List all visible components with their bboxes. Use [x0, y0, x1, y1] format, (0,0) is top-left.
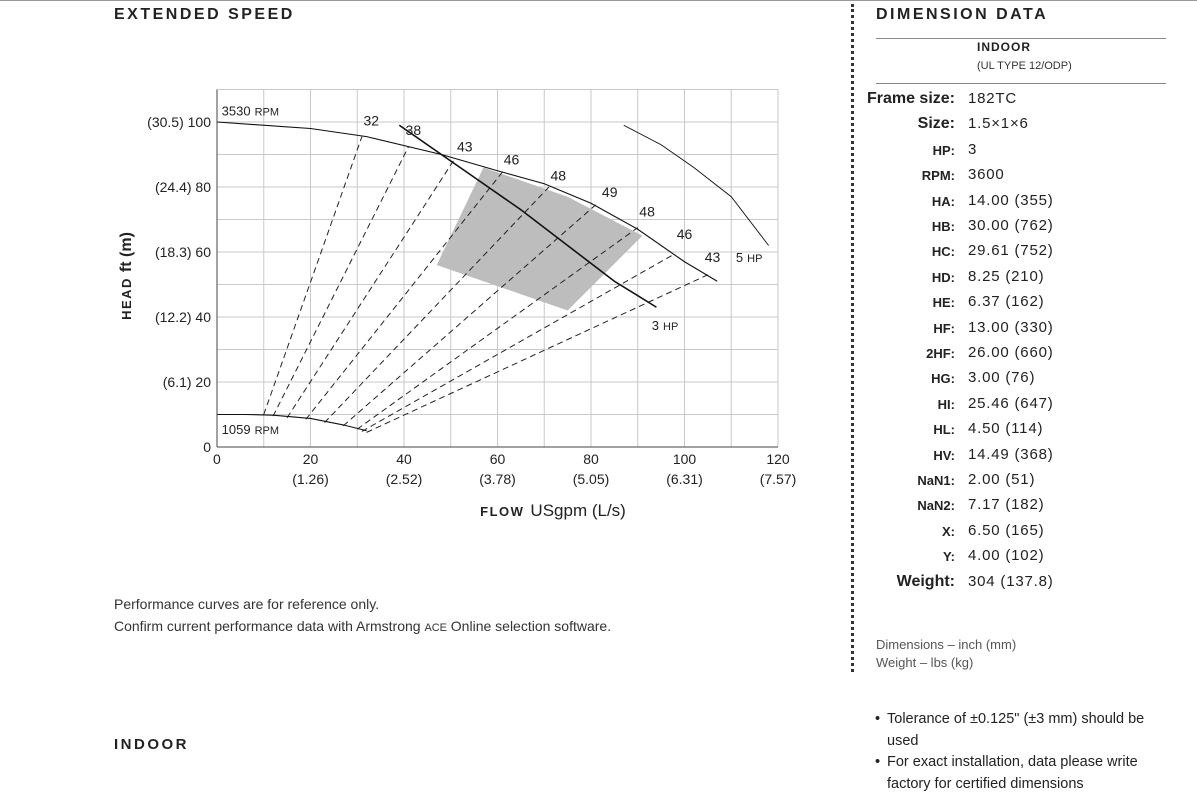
dimension-value: 14.00 (355): [968, 191, 1054, 209]
efficiency-label: 49: [601, 183, 618, 200]
series-label-value: 3530: [221, 103, 251, 119]
x-tick-sublabel: (2.52): [385, 471, 423, 487]
dimension-label: NaN2:: [917, 498, 955, 514]
x-axis-title: [480, 501, 626, 520]
dotted-divider: [851, 4, 854, 672]
dimension-label: Weight:: [896, 572, 955, 590]
dimension-row: [860, 394, 1180, 419]
x-tick-sublabel: (1.26): [292, 471, 329, 487]
dimension-row: [860, 549, 1180, 571]
efficiency-label: 38: [405, 122, 422, 138]
dimension-row: [860, 318, 1180, 343]
efficiency-label: 48: [550, 167, 567, 184]
series-label: [736, 250, 763, 265]
efficiency-line-32: [264, 137, 362, 415]
dimension-label: HE:: [932, 295, 955, 311]
series-label-unit: RPM: [254, 106, 280, 119]
dimension-row: [860, 92, 1180, 114]
dimension-row: [860, 422, 1180, 444]
dimension-value: 26.00 (660): [968, 344, 1054, 361]
dimension-label: RPM:: [921, 168, 955, 184]
dimension-label: HA:: [931, 193, 955, 209]
dimension-row: [860, 140, 1180, 165]
dimension-label: Size:: [917, 115, 955, 133]
dimension-data-title: DIMENSION DATA: [876, 6, 1049, 23]
dimension-row: [860, 346, 1180, 368]
dimension-label: 2HF:: [926, 346, 955, 361]
efficiency-label: 46: [676, 226, 693, 242]
y-axis-title-prefix: HEAD: [119, 277, 134, 320]
dimension-value: 6.50 (165): [968, 521, 1045, 539]
x-tick-sublabel: (3.78): [479, 471, 516, 487]
dimension-row: [860, 445, 1180, 470]
efficiency-label: 32: [363, 112, 380, 129]
dimension-row: [860, 244, 1180, 266]
dimension-row: [860, 473, 1180, 495]
series-label: [652, 318, 679, 333]
series-label-value: 5: [735, 249, 744, 265]
series-label-value: 1059: [221, 422, 251, 437]
dimension-value: 7.17 (182): [968, 496, 1045, 514]
dimension-row: [860, 191, 1180, 216]
dimension-label: HD:: [931, 269, 955, 285]
dimension-row: [860, 117, 1180, 139]
dimension-value: 30.00 (762): [968, 217, 1054, 234]
dimension-value: 4.50 (114): [968, 420, 1044, 438]
dimension-row: [860, 371, 1180, 393]
series-label-value: 3: [651, 318, 660, 333]
dimension-value: 3.00 (76): [968, 369, 1036, 387]
x-axis-title-text: USgpm (L/s): [530, 501, 626, 520]
units-weight: Weight – lbs (kg): [876, 655, 974, 670]
dimension-label: HV:: [933, 447, 955, 463]
efficiency-label: 43: [704, 248, 721, 265]
dimension-label: HC:: [931, 244, 955, 260]
dimension-label: HI:: [937, 396, 955, 412]
series-label-unit: HP: [663, 321, 679, 333]
dimension-rule-bottom: [876, 83, 1166, 84]
x-tick-sublabel: (6.31): [666, 471, 703, 487]
dimension-value: 3: [968, 140, 978, 158]
y-tick-label: 0: [203, 439, 211, 455]
dimension-label: NaN1:: [917, 473, 955, 488]
x-tick-label: 60: [489, 451, 506, 467]
x-axis-title-prefix: FLOW: [480, 504, 525, 519]
dimension-value: 6.37 (162): [968, 293, 1045, 311]
dimension-row: [860, 498, 1180, 520]
y-axis-title: [118, 232, 135, 320]
dimension-column-subtitle: (UL TYPE 12/ODP): [977, 60, 1072, 72]
y-tick-label: (18.3) 60: [154, 244, 211, 260]
dimension-label: HF:: [933, 320, 955, 336]
x-tick-sublabel: (5.05): [572, 471, 610, 487]
units-dimensions: Dimensions – inch (mm): [876, 637, 1017, 652]
dimension-value: 13.00 (330): [968, 318, 1054, 336]
dimension-label: X:: [942, 523, 955, 539]
bullet-installation: • For exact installation, data please write factory for certified dimensions: [875, 751, 1175, 795]
bullet-tolerance: • Tolerance of ±0.125" (±3 mm) should be used: [875, 708, 1175, 752]
series-label: [222, 422, 279, 437]
dimension-column-title: INDOOR: [977, 40, 1031, 54]
dimension-rule-top: [876, 38, 1166, 39]
note-reference: Performance curves are for reference only.: [114, 596, 380, 612]
x-tick-label: 100: [672, 451, 697, 467]
dimension-row: [860, 168, 1180, 190]
efficiency-label: 43: [456, 138, 473, 155]
x-tick-label: 120: [766, 451, 790, 467]
dimension-value: 182TC: [968, 90, 1018, 107]
note-confirm: Confirm current performance data with Armstrong ACE Online selection software.: [114, 618, 612, 634]
dimension-label: Y:: [942, 549, 955, 565]
dimension-label: HG:: [931, 371, 955, 387]
dimension-label: HL:: [933, 422, 955, 438]
y-tick-label: (30.5) 100: [147, 114, 211, 130]
series-label-unit: RPM: [254, 425, 280, 437]
dimension-value: 1.5×1×6: [968, 115, 1029, 133]
y-tick-label: (12.2) 40: [154, 309, 211, 325]
x-tick-label: 40: [396, 451, 412, 467]
efficiency-line-43: [287, 158, 455, 418]
dimension-label: Frame size:: [866, 90, 955, 107]
chart-title: EXTENDED SPEED: [114, 6, 295, 23]
x-tick-label: 80: [583, 451, 599, 467]
dimension-row: [860, 521, 1180, 546]
x-tick-label: 0: [213, 451, 221, 467]
dimension-value: 3600: [968, 166, 1005, 184]
dimension-row: [860, 267, 1180, 292]
series-label-unit: HP: [747, 252, 763, 265]
dimension-value: 2.00 (51): [968, 471, 1036, 488]
y-axis-title-text: ft (m): [118, 232, 135, 273]
dimension-value: 25.46 (647): [968, 394, 1054, 412]
indoor-section-title: INDOOR: [114, 736, 189, 753]
dimension-value: 4.00 (102): [968, 547, 1045, 565]
dimension-value: 304 (137.8): [968, 572, 1054, 590]
bullet-marker: •: [875, 754, 881, 770]
dimension-row: [860, 572, 1180, 597]
dimension-value: 14.49 (368): [968, 445, 1054, 463]
dimension-row: [860, 219, 1180, 241]
y-tick-label: (24.4) 80: [154, 179, 211, 195]
series-label: [222, 104, 279, 119]
dimension-label: HP:: [932, 142, 955, 158]
series-line-5-hp: [624, 125, 769, 245]
dimension-label: HB:: [931, 219, 955, 234]
efficiency-label: 48: [639, 203, 655, 220]
efficiency-label: 46: [503, 151, 520, 168]
bullet-marker: •: [875, 711, 881, 727]
dimension-row: [860, 295, 1180, 317]
y-tick-label: (6.1) 20: [162, 374, 211, 390]
x-tick-sublabel: (7.57): [759, 471, 797, 487]
dimension-value: 8.25 (210): [968, 267, 1045, 285]
dimension-value: 29.61 (752): [968, 242, 1054, 260]
x-tick-label: 20: [302, 451, 319, 467]
